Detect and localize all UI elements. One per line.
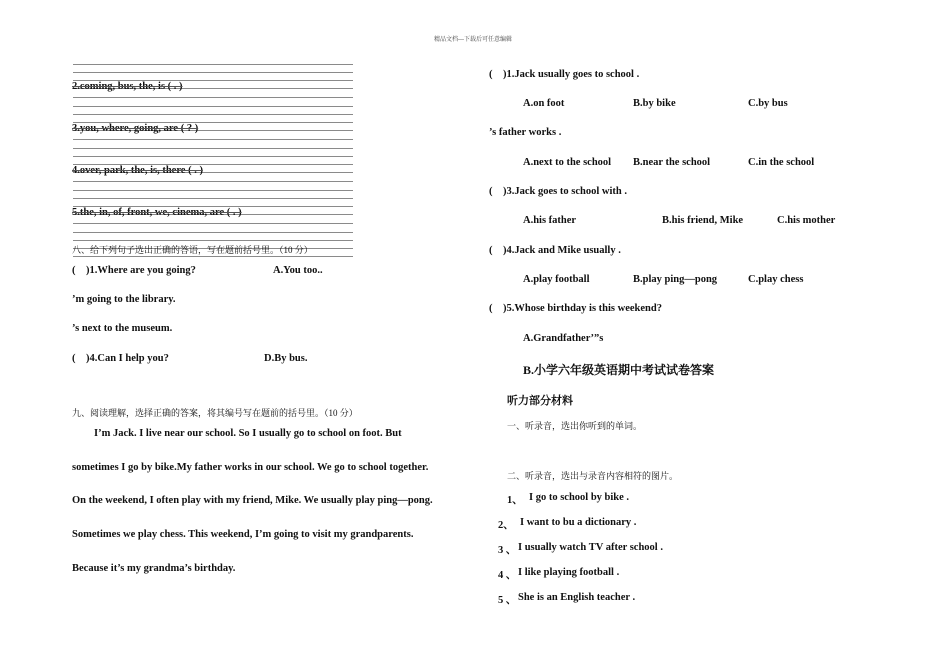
rq1-option-c: C.by bus — [748, 98, 788, 109]
passage-line-3: On the weekend, I often play with my friend, Mike. We usually play ping—pong. — [72, 495, 433, 506]
rq4-question: )4.Jack and Mike usually . — [503, 245, 621, 256]
script-item-2-num: 2、 — [498, 520, 514, 531]
rq4-option-b: B.play ping—pong — [633, 274, 718, 285]
rq3-paren: ( — [489, 186, 493, 197]
rq3-option-c: C.his mother — [777, 215, 836, 226]
sec8-q4: )4.Can I help you? — [86, 353, 169, 364]
script-item-3-num: 3 、 — [498, 545, 517, 556]
script-item-1-num: 1、 — [507, 495, 523, 506]
rq4-option-a: A.play football — [523, 274, 590, 285]
page-header: 精品文档---下载后可任意编辑 — [434, 37, 512, 43]
script-item-5-text: She is an English teacher . — [518, 592, 636, 603]
passage-line-5: Because it’s my grandma’s birthday. — [72, 563, 236, 574]
section-8-title: 八、给下列句子选出正确的答语，写在题前括号里。（10 分） — [72, 245, 313, 255]
rq1-option-a: A.on foot — [523, 98, 565, 109]
passage-line-1: I’m Jack. I live near our school. So I usually go to school on foot. But — [94, 428, 402, 439]
listening-part-1: 一、听录音，选出你听到的单词。 — [507, 421, 643, 431]
listening-part-2: 二、听录音，选出与录音内容相符的图片。 — [507, 471, 679, 481]
listening-title: 听力部分材料 — [507, 395, 573, 407]
script-item-1-text: I go to school by bike . — [529, 492, 630, 503]
script-item-3-text: I usually watch TV after school . — [518, 542, 663, 553]
script-item-2-text: I want to bu a dictionary . — [520, 517, 637, 528]
rq2-option-a: A.next to the school — [523, 157, 612, 168]
script-item-4-text: I like playing football . — [518, 567, 620, 578]
passage-line-2: sometimes I go by bike.My father works in our school. We go to school together. — [72, 462, 429, 473]
answer-title: B.小学六年级英语期中考试试卷答案 — [523, 363, 715, 377]
rq5-paren: ( — [489, 303, 493, 314]
sec8-q4-paren: ( — [72, 353, 76, 364]
sec8-line-3: ’s next to the museum. — [72, 323, 173, 334]
reorder-item-4: 4.over, park, the, is, there ( . ) — [72, 165, 203, 176]
rq1-question: )1.Jack usually goes to school . — [503, 69, 640, 80]
reorder-item-3: 3.you, where, going, are ( ? ) — [72, 123, 199, 134]
rq2-question: ’s father works . — [489, 127, 562, 138]
rq3-question: )3.Jack goes to school with . — [503, 186, 627, 197]
rq3-option-b: B.his friend, Mike — [662, 215, 744, 226]
rq2-option-b: B.near the school — [633, 157, 711, 168]
reorder-item-5: 5.the, in, of, front, we, cinema, are ( . ) — [72, 207, 242, 218]
passage-line-4: Sometimes we play chess. This weekend, I’m going to visit my grandparents. — [72, 529, 414, 540]
rq2-option-c: C.in the school — [748, 157, 815, 168]
rq4-option-c: C.play chess — [748, 274, 804, 285]
rq1-option-b: B.by bike — [633, 98, 676, 109]
script-item-5-num: 5 、 — [498, 595, 517, 606]
reorder-item-2: 2.coming, bus, the, is ( . ) — [72, 81, 183, 92]
sec8-q1: )1.Where are you going? — [86, 265, 196, 276]
rq5-option-a: A.Grandfather’”s — [523, 333, 604, 344]
sec8-q1-option: A.You too.. — [273, 265, 323, 276]
sec8-q4-option: D.By bus. — [264, 353, 308, 364]
rq3-option-a: A.his father — [523, 215, 577, 226]
section-9-title: 九、阅读理解，选择正确的答案，将其编号写在题前的括号里。（10 分） — [72, 408, 358, 418]
sec8-q1-paren: ( — [72, 265, 76, 276]
rq1-paren: ( — [489, 69, 493, 80]
rq4-paren: ( — [489, 245, 493, 256]
sec8-line-2: ’m going to the library. — [72, 294, 176, 305]
script-item-4-num: 4 、 — [498, 570, 517, 581]
rq5-question: )5.Whose birthday is this weekend? — [503, 303, 662, 314]
